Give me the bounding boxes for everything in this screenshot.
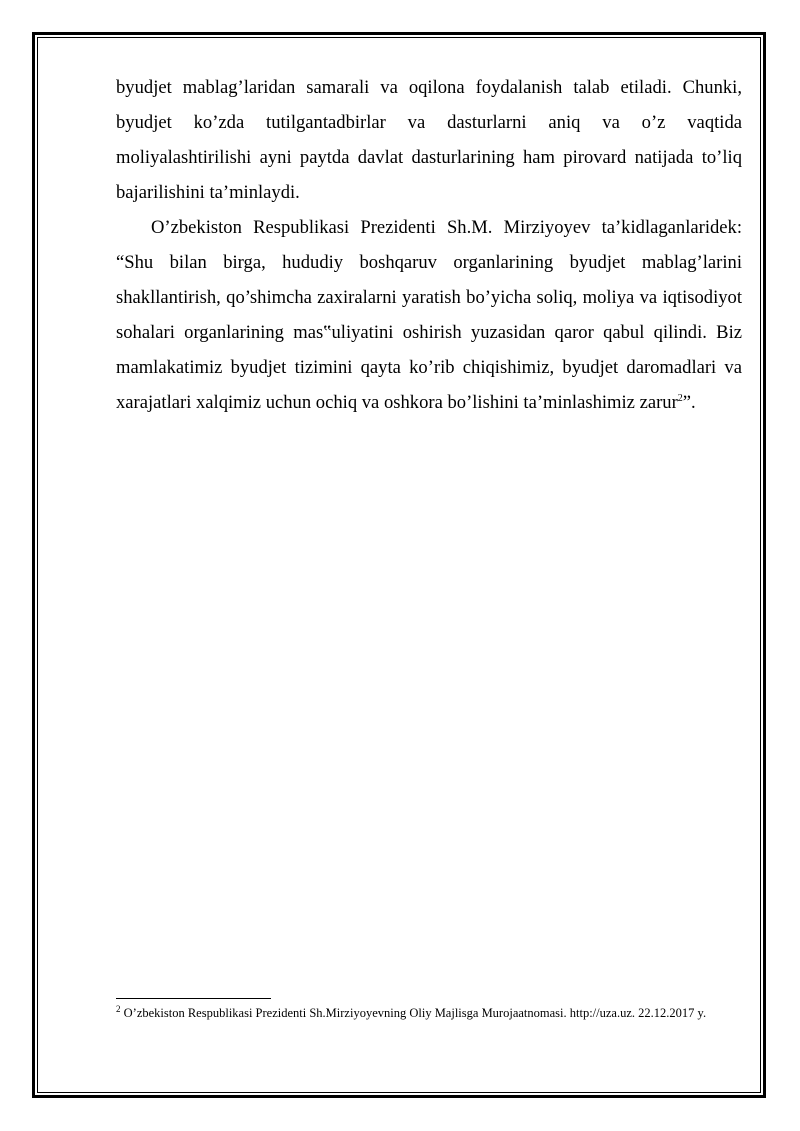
paragraph-1-text: byudjet mablag’laridan samarali va oqilona foydalanish talab etiladi. Chunki, byudjet ko’zda tutilgantadbirlar va dasturlarni aniq va o’z vaqtida moliyalashtirilishi ayni paytda davlat dasturlarining ham pirovard natijada to’liq bajarilishini ta’minlaydi.: [116, 77, 742, 203]
footnote: [116, 1004, 742, 1023]
footnote-reference[interactable]: 2: [677, 392, 683, 404]
footnote-text: O’zbekiston Respublikasi Prezidenti Sh.Mirziyoyevning Oliy Majlisga Murojaatnomasi. http://uza.uz. 22.12.2017 y.: [123, 1006, 707, 1020]
footnote-separator: [116, 998, 271, 999]
body-text: [116, 70, 742, 420]
paragraph-2-closing: ”.: [682, 392, 696, 413]
footnote-number: 2: [116, 1003, 121, 1014]
paragraph-2-text: O’zbekiston Respublikasi Prezidenti Sh.M. Mirziyoyev ta’kidlaganlaridek: “Shu bilan birga, hududiy boshqaruv organlarining byudjet mablag’larini shakllantirish, qo’shimcha zaxiralarni yaratish bo’yicha soliq, moliya va iqtisodiyot sohalari organlarining mas‟uliyatini oshirish yuzasidan qaror qabul qilindi. Biz mamlakatimiz byudjet tizimini qayta ko’rib chiqishimiz, byudjet daromadlari va xarajatlari xalqimiz uchun ochiq va oshkora bo’lishini ta’minlashimiz zarur: [116, 217, 742, 413]
paragraph-2: [116, 210, 742, 420]
paragraph-1: [116, 70, 742, 210]
